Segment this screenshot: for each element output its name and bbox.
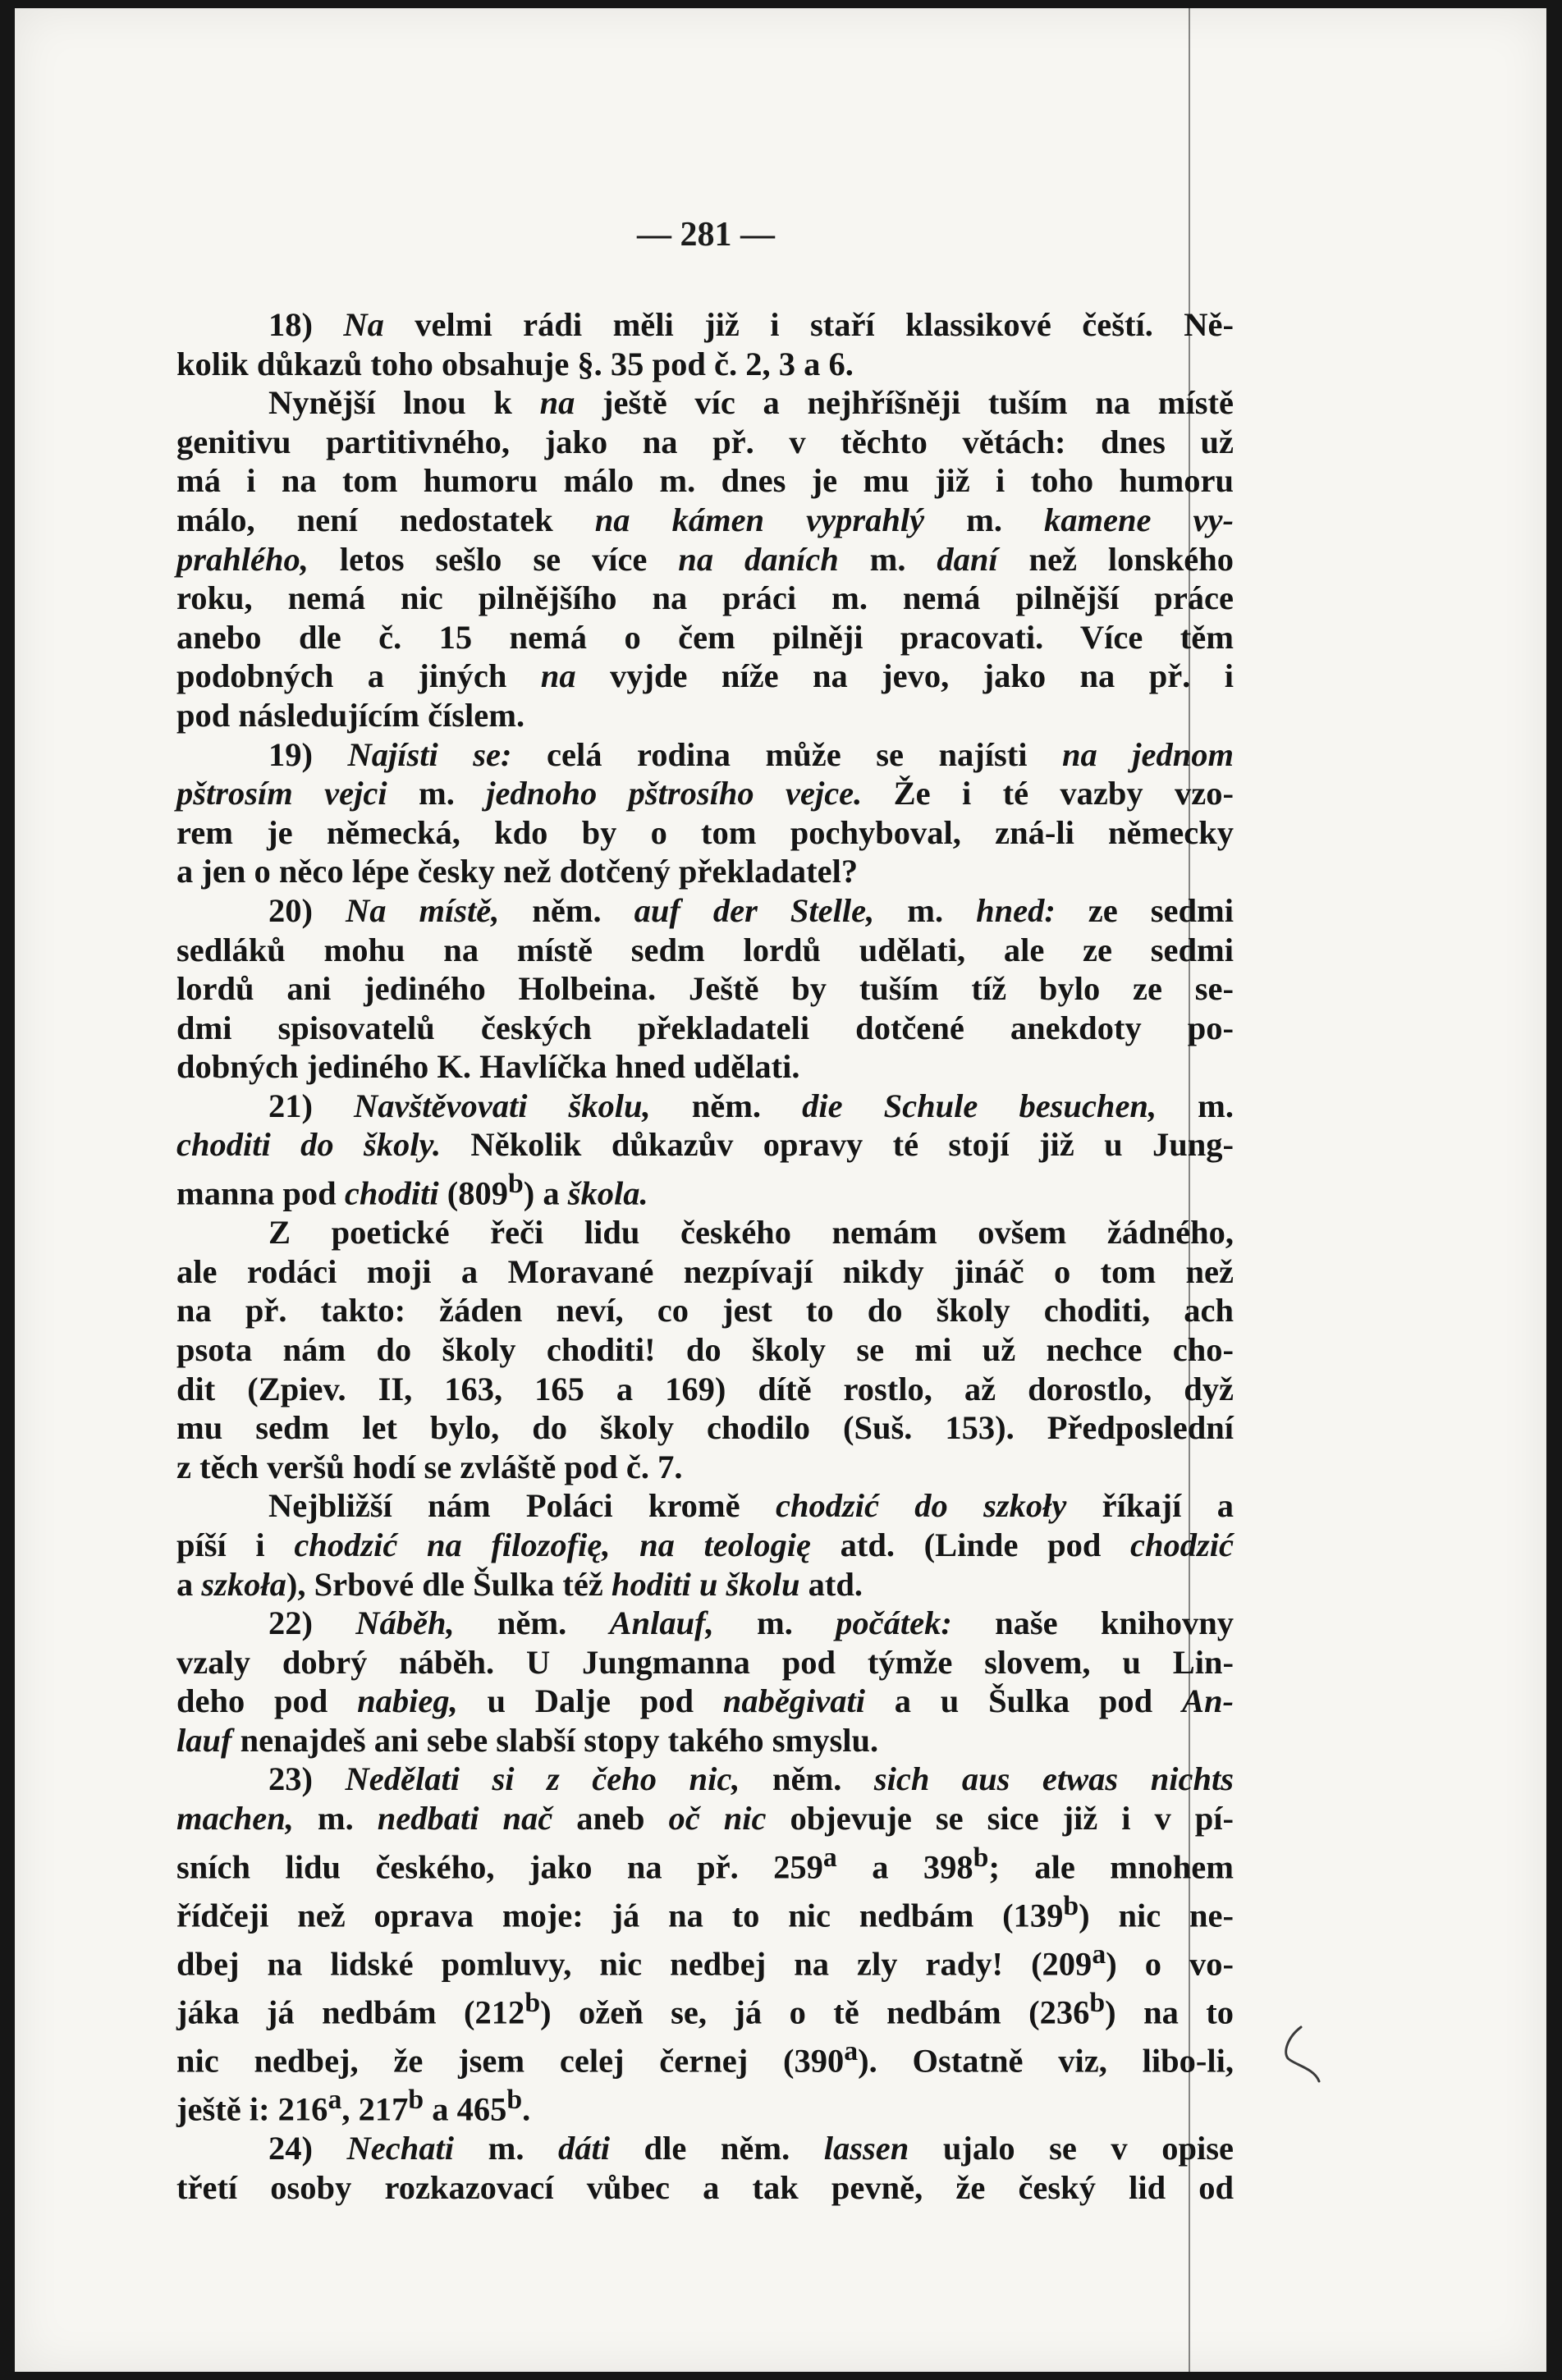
text-run: a 465 <box>424 2090 507 2128</box>
text-run: Několik důkazův opravy té stojí již u Jung- <box>441 1126 1234 1164</box>
italic-text: nabieg, <box>357 1682 458 1720</box>
text-run: dobných jediného K. Havlíčka hned udělati. <box>176 1048 800 1086</box>
italic-text: kamene vy- <box>1044 501 1234 538</box>
italic-text: na kámen vyprahlý <box>594 501 925 538</box>
text-line <box>176 1760 1234 1799</box>
text-run: něm. <box>650 1087 803 1124</box>
italic-text: počátek: <box>836 1604 952 1642</box>
body-text <box>176 305 1234 2207</box>
superscript: b <box>973 1842 989 1873</box>
text-run: Nynější lnou k <box>268 384 540 422</box>
text-run: m. <box>874 891 977 929</box>
text-run: Nejbližší nám Poláci kromě <box>268 1487 776 1525</box>
text-run: 24) <box>268 2130 347 2167</box>
text-line <box>176 774 1234 813</box>
text-run: řídčeji než oprava moje: já na to nic nedbám (139 <box>176 1897 1064 1934</box>
text-run: a 398 <box>836 1848 973 1886</box>
text-line <box>176 969 1234 1009</box>
italic-text: Navštěvovati školu, <box>354 1087 651 1124</box>
superscript: b <box>506 2085 523 2116</box>
text-run: ) o vo- <box>1106 1945 1234 1983</box>
text-run: ještě víc a nejhříšněji tuším na místě <box>575 384 1234 422</box>
text-run: ještě i: 216 <box>176 2090 328 2128</box>
text-run: kolik důkazů toho obsahuje §. 35 pod č. 2, 3 a 6. <box>176 345 854 382</box>
text-run: ale rodáci moji a Moravané nezpívají nikdy jináč o tom než <box>176 1252 1234 1290</box>
text-line <box>176 1087 1234 1126</box>
text-line <box>176 1330 1234 1370</box>
text-run: sedláků mohu na místě sedm lordů udělati, ale ze sedmi <box>176 931 1234 968</box>
text-run: vyjde níže na jevo, jako na př. i <box>575 657 1234 695</box>
text-line <box>176 1887 1234 1935</box>
text-run: 20) <box>268 891 346 929</box>
text-run: , 217 <box>341 2090 409 2128</box>
text-run: ze sedmi <box>1055 891 1234 929</box>
superscript: b <box>1089 1987 1106 2018</box>
text-run: m. <box>713 1604 836 1642</box>
text-line <box>176 345 1234 384</box>
text-run: m. <box>293 1800 378 1838</box>
italic-text: chodzić na filozofię, na teologię <box>294 1526 811 1563</box>
text-line <box>176 1125 1234 1165</box>
text-run: ) a <box>523 1174 568 1212</box>
text-run: dbej na lidské pomluvy, nic nedbej na zly rady! (209 <box>176 1945 1092 1983</box>
text-line <box>176 852 1234 891</box>
text-line <box>176 579 1234 618</box>
text-run: ). Ostatně viz, libo-li, <box>858 2042 1234 2080</box>
text-run: a u Šulka pod <box>865 1682 1182 1720</box>
italic-text: die Schule besuchen, <box>802 1087 1157 1124</box>
text-run: lordů ani jediného Holbeina. Ještě by tuším tíž bylo ze se- <box>176 970 1234 1008</box>
text-line <box>176 1604 1234 1643</box>
text-line <box>176 2080 1234 2129</box>
italic-text: Nechati <box>346 2130 455 2167</box>
italic-text: dáti <box>557 2130 610 2167</box>
superscript: a <box>328 2085 342 2116</box>
text-run: manna pod <box>176 1174 345 1212</box>
text-run: říkají a <box>1066 1487 1234 1525</box>
text-line <box>176 2032 1234 2080</box>
italic-text: Na místě, <box>345 891 500 929</box>
italic-text: nedbati nač <box>377 1800 553 1838</box>
text-run: ), Srbové dle Šulka též <box>286 1565 612 1603</box>
text-run: něm. <box>499 891 634 929</box>
text-line <box>176 1252 1234 1292</box>
text-line <box>176 1838 1234 1887</box>
text-line <box>176 423 1234 462</box>
text-run: aneb <box>552 1800 669 1838</box>
text-line <box>176 696 1234 735</box>
text-run: něm. <box>454 1604 610 1642</box>
text-run: dle něm. <box>610 2130 824 2167</box>
text-line <box>176 540 1234 579</box>
italic-text: choditi <box>344 1174 439 1212</box>
italic-text: škola. <box>567 1174 648 1212</box>
italic-text: daní <box>937 540 998 578</box>
superscript: a <box>1092 1938 1106 1970</box>
text-run: atd. (Linde pod <box>810 1526 1131 1563</box>
text-line <box>176 1291 1234 1330</box>
text-line <box>176 618 1234 657</box>
text-run: nenajdeš ani sebe slabší stopy takého smyslu. <box>231 1721 879 1759</box>
text-line <box>176 1486 1234 1526</box>
superscript: b <box>1063 1890 1079 1921</box>
text-run: má i na tom humoru málo m. dnes je mu již i toho humoru <box>176 462 1234 500</box>
text-line <box>176 1165 1234 1213</box>
text-run: sních lidu českého, jako na př. 259 <box>176 1848 823 1886</box>
text-run: mu sedm let bylo, do školy chodilo (Suš. 153). Předposlední <box>176 1409 1234 1447</box>
text-run: . <box>522 2090 531 2128</box>
italic-text: hned: <box>976 891 1056 929</box>
text-run: podobných a jiných <box>176 657 541 695</box>
text-run: letos sešlo se více <box>308 540 679 578</box>
italic-text: Najísti se: <box>347 735 512 773</box>
text-run: naše knihovny <box>951 1604 1234 1642</box>
text-line <box>176 305 1234 345</box>
text-line <box>176 2129 1234 2168</box>
text-run: z těch veršů hodí se zvláště pod č. 7. <box>176 1448 683 1485</box>
italic-text: na <box>540 657 576 695</box>
italic-text: naběgivati <box>722 1682 866 1720</box>
text-line <box>176 2168 1234 2208</box>
text-line <box>176 735 1234 775</box>
text-line <box>176 1799 1234 1838</box>
text-run: na př. takto: žáden neví, co jest to do školy choditi, ach <box>176 1292 1234 1330</box>
text-line <box>176 1565 1234 1604</box>
italic-text: na <box>539 384 575 422</box>
text-run: m. <box>924 501 1045 538</box>
text-run: deho pod <box>176 1682 358 1720</box>
text-line <box>176 891 1234 931</box>
text-run: třetí osoby rozkazovací vůbec a tak pevně, že český lid od <box>176 2168 1234 2206</box>
text-run: ) ožeň se, já o tě nedbám (236 <box>540 1993 1090 2031</box>
italic-text: lassen <box>823 2130 909 2167</box>
text-run: jáka já nedbám (212 <box>176 1993 525 2031</box>
text-run: u Dalje pod <box>457 1682 723 1720</box>
page-number: — 281 — <box>637 216 775 254</box>
text-run: rem je německá, kdo by o tom pochyboval, zná-li německy <box>176 813 1234 851</box>
text-run: atd. <box>799 1565 863 1603</box>
italic-text: pštrosím vejci <box>176 775 387 812</box>
text-run: m. <box>454 2130 558 2167</box>
italic-text: Na <box>343 306 384 343</box>
text-line <box>176 383 1234 423</box>
text-run: 22) <box>268 1604 356 1642</box>
text-line <box>176 461 1234 501</box>
text-run: pod následujícím číslem. <box>176 696 525 734</box>
text-line <box>176 1213 1234 1252</box>
text-run: velmi rádi měli již i staří klassikové čeští. Ně- <box>383 306 1234 343</box>
text-run: roku, nemá nic pilnějšího na práci m. nemá pilnější práce <box>176 579 1234 617</box>
italic-text: Nedělati si z čeho nic, <box>345 1760 740 1798</box>
text-run: Že i té vazby vzo- <box>862 775 1234 812</box>
text-line <box>176 1643 1234 1682</box>
text-run: dit (Zpiev. II, 163, 165 a 169) dítě rostlo, až dorostlo, dyž <box>176 1370 1234 1407</box>
text-run: genitivu partitivného, jako na př. v těchto větách: dnes už <box>176 423 1234 460</box>
text-run: 19) <box>268 735 348 773</box>
text-run: m. <box>1157 1087 1234 1124</box>
superscript: b <box>507 1169 524 1200</box>
italic-text: jednoho pštrosího vejce. <box>486 775 863 812</box>
pencil-mark-icon <box>1276 2021 1334 2086</box>
superscript: a <box>822 1842 837 1873</box>
text-run: málo, není nedostatek <box>176 501 595 538</box>
superscript: b <box>524 1987 541 2018</box>
text-line <box>176 1370 1234 1409</box>
text-run: objevuje se sice již i v pí- <box>766 1800 1234 1838</box>
text-run: 21) <box>268 1087 355 1124</box>
text-line <box>176 931 1234 970</box>
text-line <box>176 1984 1234 2032</box>
italic-text: chodzić <box>1130 1526 1234 1563</box>
text-line <box>176 657 1234 696</box>
italic-text: Náběh, <box>355 1604 455 1642</box>
text-run: ) na to <box>1105 1993 1234 2031</box>
superscript: a <box>844 2036 859 2067</box>
text-run: vzaly dobrý náběh. U Jungmanna pod týmže slovem, u Lin- <box>176 1643 1234 1681</box>
italic-text: auf der Stelle, <box>634 891 875 929</box>
text-line <box>176 501 1234 540</box>
italic-text: na jednom <box>1061 735 1234 773</box>
text-run: m. <box>387 775 487 812</box>
text-line <box>176 1526 1234 1565</box>
italic-text: An- <box>1181 1682 1234 1720</box>
text-run: a <box>176 1565 202 1603</box>
italic-text: choditi do školy. <box>176 1126 442 1164</box>
superscript: b <box>408 2085 424 2116</box>
italic-text: Anlauf, <box>609 1604 714 1642</box>
text-run: dmi spisovatelů českých překladateli dotčené anekdoty po- <box>176 1009 1234 1046</box>
text-line <box>176 1009 1234 1048</box>
text-run: ) nic ne- <box>1079 1897 1234 1934</box>
text-run: nic nedbej, že jsem celej černej (390 <box>176 2042 845 2080</box>
text-run: (809 <box>438 1174 508 1212</box>
text-run: ujalo se v opise <box>909 2130 1234 2167</box>
italic-text: szkoła <box>201 1565 286 1603</box>
italic-text: chodzić do szkoły <box>775 1487 1067 1525</box>
italic-text: hoditi u školu <box>611 1565 800 1603</box>
text-run: a jen o něco lépe česky než dotčený překladatel? <box>176 853 859 890</box>
text-line <box>176 1448 1234 1487</box>
italic-text: oč nic <box>668 1800 767 1838</box>
italic-text: prahlého, <box>176 540 309 578</box>
italic-text: na daních <box>678 540 839 578</box>
text-run: m. <box>838 540 937 578</box>
text-run: než lonského <box>997 540 1234 578</box>
text-line <box>176 1047 1234 1087</box>
text-line <box>176 1682 1234 1721</box>
italic-text: machen, <box>176 1800 294 1838</box>
text-run: 18) <box>268 306 344 343</box>
text-run: píší i <box>176 1526 295 1563</box>
text-line <box>176 1721 1234 1760</box>
text-line <box>176 813 1234 853</box>
text-run: Z poetické řeči lidu českého nemám ovšem žádného, <box>268 1214 1234 1252</box>
text-line <box>176 1935 1234 1984</box>
text-line <box>176 1408 1234 1448</box>
text-run: anebo dle č. 15 nemá o čem pilněji pracovati. Více těm <box>176 618 1234 656</box>
text-run: psota nám do školy choditi! do školy se mi už nechce cho- <box>176 1330 1234 1368</box>
text-run: něm. <box>740 1760 874 1798</box>
italic-text: lauf <box>176 1721 232 1759</box>
text-run: 23) <box>268 1760 346 1798</box>
italic-text: sich aus etwas nichts <box>873 1760 1234 1798</box>
text-run: ; ale mnohem <box>988 1848 1234 1886</box>
text-run: celá rodina může se najísti <box>511 735 1062 773</box>
